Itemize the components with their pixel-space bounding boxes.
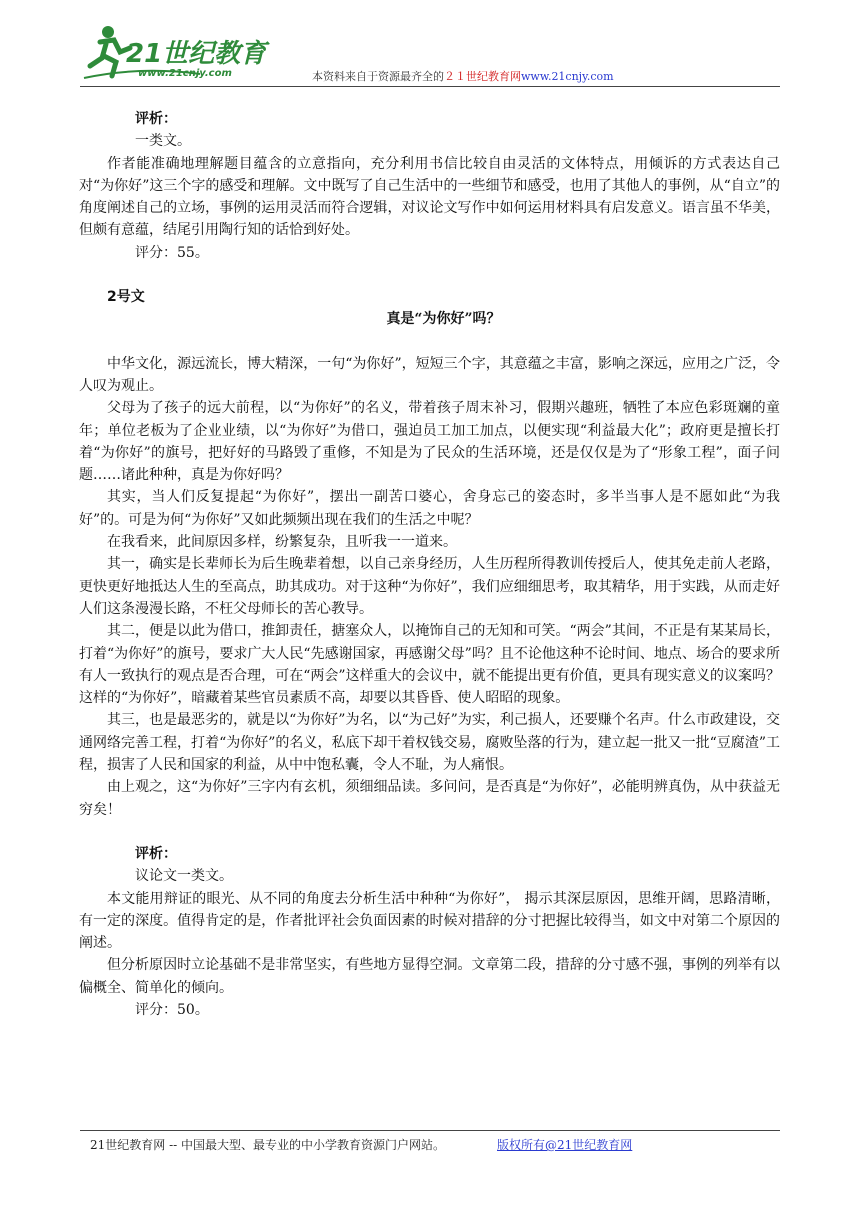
article-paragraph: 其实，当人们反复提起“为你好”，摆出一副苦口婆心，舍身忘己的姿态时，多半当事人是不愿如此“为我好”的。可是为何“为你好”又如此频频出现在我们的生活之中呢？ [79, 489, 780, 528]
article-title: 真是“为你好”吗？ [386, 311, 501, 328]
header-source-prefix: 本资料来自于资源最齐全的 [312, 70, 444, 83]
section2-label: 评析： [135, 845, 177, 862]
article-number: 2号文 [107, 289, 145, 306]
section1-category: 一类文。 [135, 133, 191, 150]
page-footer [90, 1136, 632, 1153]
article-paragraph: 其二，便是以此为借口，推卸责任，搪塞众人，以掩饰自己的无知和可笑。“两会”其间，不正是有某某局长，打着“为你好”的旗号，要求广大人民“先感谢国家，再感谢父母”吗？且不论他这种不论时间、地点、场合的要求所有人一致执行的观点是否合理，可在“两会”这样重大的会议中，就不能提出更有价值，更具有现实意义的议案吗？这样的“为你好”，暗藏着某些官员素质不高，却要以其昏昏、使人昭昭的现象。 [79, 623, 780, 707]
article-paragraph: 父母为了孩子的远大前程，以“为你好”的名义，带着孩子周末补习，假期兴趣班，牺牲了本应色彩斑斓的童年；单位老板为了企业业绩，以“为你好”为借口，强迫员工加工加点，以便实现“利益最大化”；政府更是擅长打着“为你好”的旗号，把好好的马路毁了重修，不知是为了民众的生活环境，还是仅仅是为了“形象工程”，面子问题……诸此种种，真是为你好吗？ [79, 400, 780, 484]
article-paragraph: 其一，确实是长辈师长为后生晚辈着想，以自己亲身经历，人生历程所得教训传授后人，使其免走前人老路，更快更好地抵达人生的至高点，助其成功。对于这种“为你好”，我们应细细思考，取其精华，用于实践，从而走好人们这条漫漫长路，不枉父母师长的苦心教导。 [79, 556, 780, 617]
site-logo [80, 22, 290, 84]
article-paragraph: 中华文化，源远流长，博大精深，一句“为你好”，短短三个字，其意蕴之丰富，影响之深远，应用之广泛，令人叹为观止。 [79, 355, 780, 394]
footer-divider [80, 1130, 780, 1131]
document-body [79, 108, 780, 1021]
header-source-text [312, 68, 614, 84]
section2-category: 议论文一类文。 [135, 868, 233, 885]
section2-comment: 本文能用辩证的眼光、从不同的角度去分析生活中种种“为你好”， 揭示其深层原因，思维开阔，思路清晰，有一定的深度。值得肯定的是，作者批评社会负面因素的时候对措辞的分寸把握比较得当，如文中对第二个原因的阐述。 [79, 890, 780, 952]
section1-score: 评分：55。 [135, 244, 209, 261]
footer-copyright-link[interactable]: 版权所有@21世纪教育网 [497, 1138, 633, 1152]
header-source-site: ２１世纪教育网 [444, 70, 521, 83]
section2-comment: 但分析原因时立论基础不是非常坚实，有些地方显得空洞。文章第二段，措辞的分寸感不强，事例的列举有以偏概全、简单化的倾向。 [79, 957, 780, 996]
article-paragraph: 在我看来，此间原因多样，纷繁复杂，且听我一一道来。 [107, 534, 457, 551]
section1-label: 评析： [135, 111, 177, 127]
header-source-url[interactable]: www.21cnjy.com [521, 70, 614, 83]
footer-text: 21世纪教育网 -- 中国最大型、最专业的中小学教育资源门户网站。 [90, 1138, 446, 1152]
svg-text:21世纪教育: 21世纪教育 [126, 39, 267, 69]
header-divider [80, 86, 780, 87]
svg-text:www.21cnjy.com: www.21cnjy.com [138, 68, 232, 79]
article-paragraph: 由上观之，这“为你好”三字内有玄机，须细细品读。多问问，是否真是“为你好”，必能明辨真伪，从中获益无穷矣！ [79, 779, 780, 818]
article-paragraph: 其三，也是最恶劣的，就是以“为你好”为名，以“为己好”为实，利己损人，还要赚个名声。什么市政建设，交通网络完善工程，打着“为你好”的名义，私底下却干着权钱交易，腐败坠落的行为，建立起一批又一批“豆腐渣”工程，损害了人民和国家的利益，从中中饱私囊，令人不耻，为人痛恨。 [79, 712, 780, 774]
section1-comment: 作者能准确地理解题目蕴含的立意指向，充分利用书信比较自由灵活的文体特点，用倾诉的方式表达自己对“为你好”这三个字的感受和理解。文中既写了自己生活中的一些细节和感受，也用了其他人的事例，从“自立”的角度阐述自己的立场，事例的运用灵活而符合逻辑，对议论文写作中如何运用材料具有启发意义。语言虽不华美，但颇有意蕴，结尾引用陶行知的话恰到好处。 [79, 155, 780, 239]
section2-score: 评分：50。 [135, 1001, 209, 1018]
